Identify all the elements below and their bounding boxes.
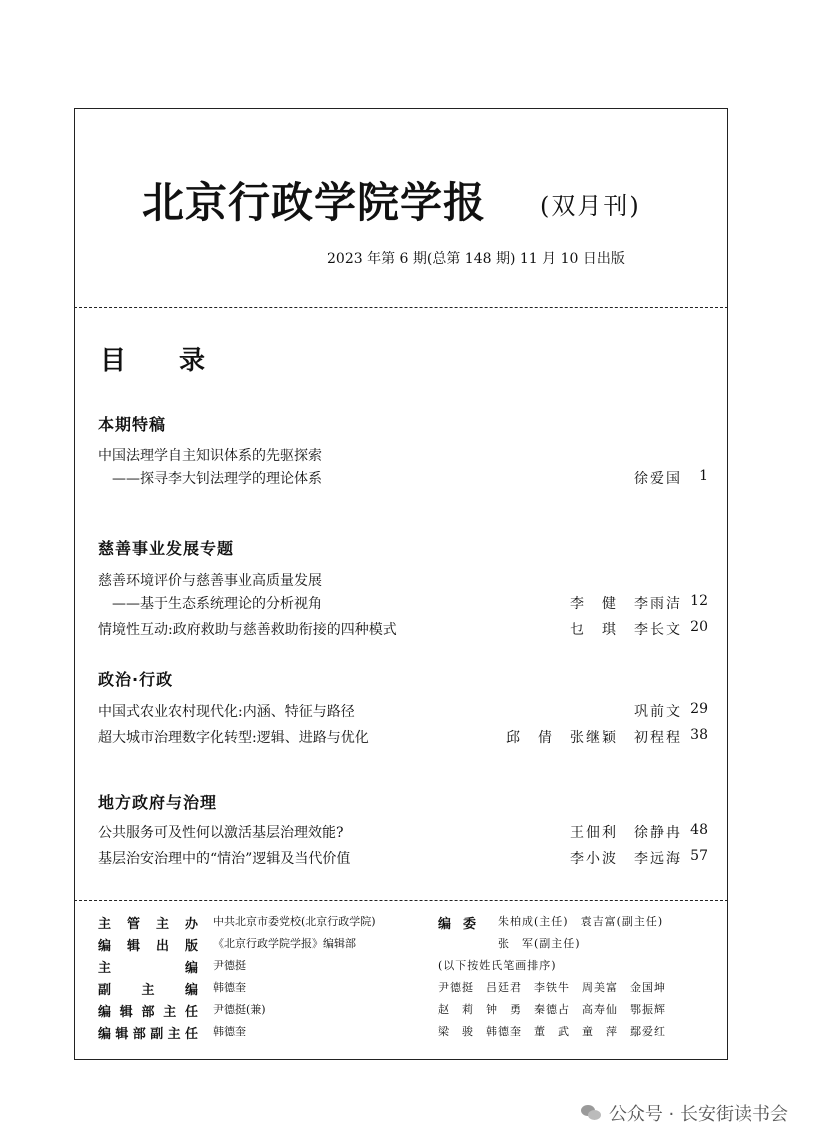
article-page: 38 xyxy=(690,727,708,743)
wechat-icon xyxy=(581,1104,603,1122)
section-heading: 地方政府与治理 xyxy=(98,793,218,812)
article-page: 20 xyxy=(690,619,708,635)
board-value: 尹德挺(兼) xyxy=(213,1003,266,1016)
section-heading: 政治·行政 xyxy=(98,670,174,689)
journal-frequency: (双月刊) xyxy=(540,192,641,220)
article-page: 1 xyxy=(699,468,708,484)
article-page: 57 xyxy=(690,848,708,864)
toc-entry[interactable] xyxy=(98,445,708,467)
committee-label: 编委 xyxy=(438,917,489,932)
board-value: 中共北京市委党校(北京行政学院) xyxy=(213,915,376,928)
board-value: 《北京行政学院学报》编辑部 xyxy=(213,937,356,950)
board-label: 副主编 xyxy=(98,983,198,998)
committee-line: 张 军(副主任) xyxy=(498,937,581,950)
watermark xyxy=(581,1100,788,1126)
committee-line: 朱柏成(主任) 袁吉富(副主任) xyxy=(498,915,664,928)
toc-entry[interactable] xyxy=(98,468,708,490)
section-heading: 慈善事业发展专题 xyxy=(98,539,235,558)
toc-entry[interactable] xyxy=(98,848,708,870)
toc-heading: 目 录 xyxy=(100,346,228,376)
article-authors: 巩前文 xyxy=(634,704,682,720)
board-label: 编辑部主任 xyxy=(98,1005,198,1020)
article-title: 慈善环境评价与慈善事业高质量发展 xyxy=(98,573,322,589)
article-title: 超大城市治理数字化转型:逻辑、进路与优化 xyxy=(98,730,369,746)
article-title: 中国式农业农村现代化:内涵、特征与路径 xyxy=(98,704,355,720)
committee-line: (以下按姓氏笔画排序) xyxy=(438,959,557,972)
toc-entry[interactable] xyxy=(98,593,708,615)
article-authors: 徐爱国 xyxy=(634,471,682,487)
board-value: 韩德奎 xyxy=(213,1025,246,1038)
toc-entry[interactable] xyxy=(98,619,708,641)
issue-info: 2023 年第 6 期(总第 148 期) 11 月 10 日出版 xyxy=(327,251,625,267)
toc-entry[interactable] xyxy=(98,570,708,592)
divider xyxy=(74,307,728,308)
article-page: 29 xyxy=(690,701,708,717)
board-label: 主管主办 xyxy=(98,917,198,932)
toc-entry[interactable] xyxy=(98,727,708,749)
article-subtitle: ——探寻李大钊法理学的理论体系 xyxy=(112,471,322,487)
board-value: 韩德奎 xyxy=(213,981,246,994)
article-page: 48 xyxy=(690,822,708,838)
article-authors: 乜 琪 李长文 xyxy=(570,622,682,638)
committee-line: 赵 莉 钟 勇 秦德占 高寿仙 鄂振辉 xyxy=(438,1003,666,1016)
article-title: 公共服务可及性何以激活基层治理效能? xyxy=(98,825,344,841)
committee-line: 尹德挺 吕廷君 李铁牛 周美富 金国坤 xyxy=(438,981,666,994)
committee-line: 梁 骏 韩德奎 董 武 童 萍 鄢爱红 xyxy=(438,1025,666,1038)
board-label: 编辑出版 xyxy=(98,939,198,954)
board-value: 尹德挺 xyxy=(213,959,246,972)
section-heading: 本期特稿 xyxy=(98,415,167,434)
article-title: 中国法理学自主知识体系的先驱探索 xyxy=(98,448,322,464)
divider xyxy=(74,900,728,901)
board-label: 主编 xyxy=(98,961,198,976)
board-label: 编辑部副主任 xyxy=(98,1027,198,1042)
watermark-text: 公众号 · 长安街读书会 xyxy=(608,1104,788,1125)
article-subtitle: ——基于生态系统理论的分析视角 xyxy=(112,596,322,612)
article-authors: 李 健 李雨洁 xyxy=(570,596,682,612)
article-authors: 邱 倩 张继颖 初程程 xyxy=(506,730,682,746)
article-title: 基层治安治理中的“情治”逻辑及当代价值 xyxy=(98,851,351,867)
toc-entry[interactable] xyxy=(98,701,708,723)
article-authors: 李小波 李远海 xyxy=(570,851,682,867)
article-page: 12 xyxy=(690,593,708,609)
toc-entry[interactable] xyxy=(98,822,708,844)
article-title: 情境性互动:政府救助与慈善救助衔接的四种模式 xyxy=(98,622,397,638)
journal-title: 北京行政学院学报 xyxy=(142,178,487,227)
article-authors: 王佃利 徐静冉 xyxy=(570,825,682,841)
